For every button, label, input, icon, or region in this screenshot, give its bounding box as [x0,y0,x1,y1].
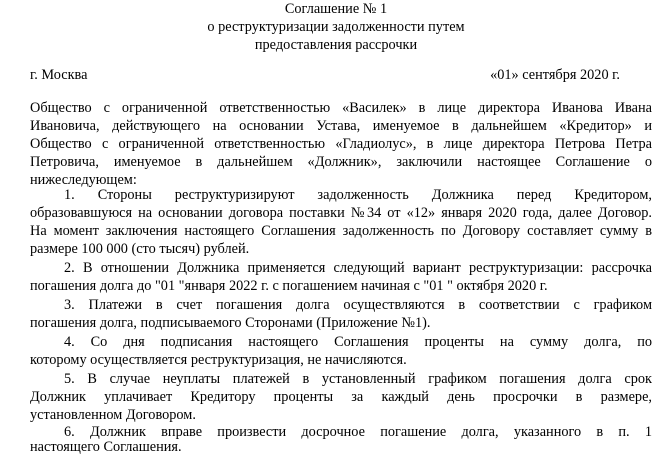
preamble-line: Общество с ограниченной ответственностью «Василек» в лице директора Иванова Ивана [30,100,652,116]
preamble-line: Общество с ограниченной ответственностью «Гладиолус», в лице директора Петрова Петра [30,136,652,152]
clause-2-line: 2. В отношении Должника применяется следующий вариант реструктуризации: рассрочка [64,260,652,276]
clause-4-line: 4. Со дня подписания настоящего Соглашения проценты на сумму долга, по [64,334,652,350]
clause-1-line: 1. Стороны реструктуризируют задолженность Должника перед Кредитором, [64,187,652,203]
document-subtitle-line-1: о реструктуризации задолженности путем [207,19,465,35]
clause-3-line: погашения долга, подписываемого Сторонами (Приложение №1). [30,315,431,331]
preamble-line: Петровича, именуемое в дальнейшем «Должник», заключили настоящее Соглашение о [30,154,652,170]
clause-2-line: погашения долга до "01 "января 2022 г. с погашением начиная с "01 " октября 2020 г. [30,278,548,294]
clause-1-line: образовавшуюся на основании договора поставки №34 от «12» января 2020 года, далее Договор. [30,205,652,221]
clause-3-line: 3. Платежи в счет погашения долга осуществляются в соответствии с графиком [64,297,652,313]
clause-6-line: 6. Должник вправе произвести досрочное погашение долга, указанного в п. 1 [64,424,652,440]
clause-1-line: На момент заключения настоящего Соглашения задолженность по Договору составляет сумму в [30,223,652,239]
preamble-line: Ивановича, действующего на основании Устава, именуемое в дальнейшем «Кредитор» и [30,118,652,134]
document-subtitle-line-2: предоставления рассрочки [254,37,418,53]
city: г. Москва [30,67,88,83]
place-date-row [30,66,652,84]
clause-1-line: размере 100 000 (сто тысяч) рублей. [30,241,250,257]
clause-6-line: настоящего Соглашения. [30,439,182,455]
preamble-line: нижеследующем: [30,172,137,188]
clause-4-line: которому осуществляется реструктуризация, не начисляются. [30,352,407,368]
clause-5-line: установленном Договором. [30,407,196,423]
clause-5-line: Должник уплачивает Кредитору проценты за каждый день просрочки в размере, [30,389,652,405]
clause-5-line: 5. В случае неуплаты платежей в установленный графиком погашения долга срок [64,371,652,387]
contract-date: «01» сентября 2020 г. [490,67,620,83]
document-title: Соглашение № 1 [284,1,388,17]
